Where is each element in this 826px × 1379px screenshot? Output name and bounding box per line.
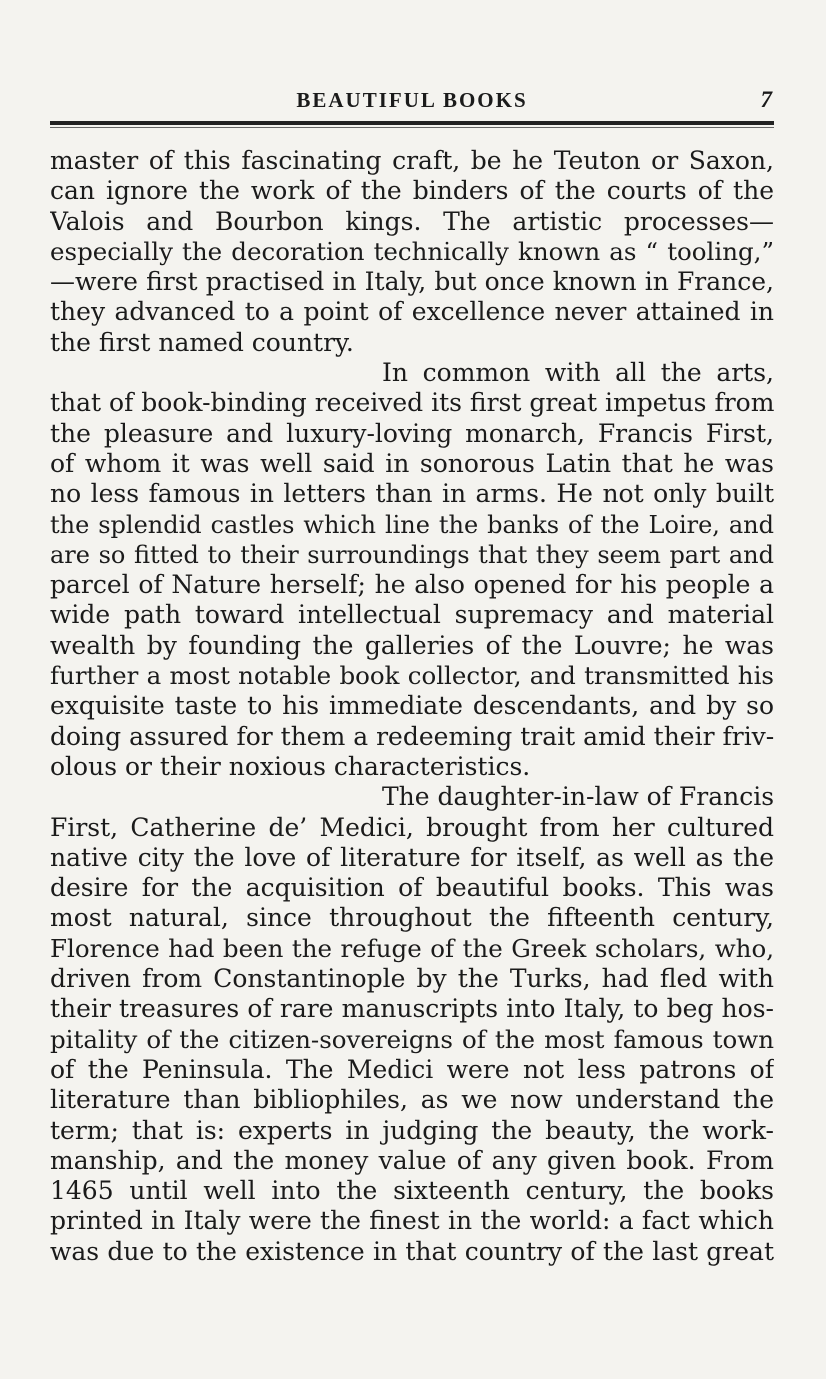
text-line: Florence had been the refuge of the Greek scholars, who, [50,933,774,963]
text-line: no less famous in letters than in arms. He not only built [50,479,774,509]
text-line: manship, and the money value of any given book. From [50,1145,774,1175]
paragraph-start: In common with all the arts, [382,358,774,388]
text-line: of the Peninsula. The Medici were not less patrons of [50,1054,774,1084]
text-line: master of this fascinating craft, be he Teuton or Saxon, [50,146,774,175]
header-rule [50,121,774,125]
text-line: was due to the existence in that country of the last great [50,1236,774,1266]
paragraph-start: The daughter-in-law of Francis [382,782,774,812]
text-line: of whom it was well said in sonorous Latin that he was [50,448,774,478]
text-line: that of book-binding received its first great impetus from [50,388,774,418]
text-line: they advanced to a point of excellence never attained in [50,297,774,327]
text-line: First, Catherine de’ Medici, brought from her cultured [50,812,774,842]
page-header [50,86,774,116]
text-line: 1465 until well into the sixteenth century, the books [50,1176,774,1206]
header-rule-thin [50,127,774,128]
text-line: —were first practised in Italy, but once known in France, [50,267,774,297]
text-line: doing assured for them a redeeming trait amid their friv- [50,721,774,751]
text-line: literature than bibliophiles, as we now understand the [50,1085,774,1115]
text-line: the splendid castles which line the banks of the Loire, and [50,510,774,539]
text-line: Valois and Bourbon kings. The artistic processes— [50,206,774,236]
text-line: wealth by founding the galleries of the Louvre; he was [50,630,774,660]
text-line: pitality of the citizen-sovereigns of the most famous town [50,1024,774,1054]
text-line: especially the decoration technically known as “ tooling,” [50,236,774,266]
running-title: BEAUTIFUL BOOKS [296,88,528,112]
body-text [50,146,774,1267]
text-line: olous or their noxious characteristics. [50,751,531,781]
text-line: parcel of Nature herself; he also opened for his people a [50,570,774,600]
text-line: most natural, since throughout the fifteenth century, [50,903,774,933]
text-line: driven from Constantinople by the Turks, had fled with [50,964,774,994]
text-line: are so fitted to their surroundings that they seem part and [50,540,774,569]
text-line: native city the love of literature for itself, as well as the [50,842,774,872]
text-line: their treasures of rare manuscripts into Italy, to beg hos- [50,994,774,1024]
text-line: term; that is: experts in judging the beauty, the work- [50,1115,774,1145]
text-line: wide path toward intellectual supremacy and material [50,600,774,630]
page-number: 7 [760,87,772,112]
text-line: further a most notable book collector, and transmitted his [50,661,774,691]
text-line: exquisite taste to his immediate descendants, and by so [50,691,774,721]
text-line: desire for the acquisition of beautiful books. This was [50,873,774,903]
text-line: can ignore the work of the binders of the courts of the [50,176,774,206]
text-line: printed in Italy were the finest in the world: a fact which [50,1206,774,1236]
text-line: the pleasure and luxury-loving monarch, Francis First, [50,418,774,448]
text-line: the first named country. [50,327,354,357]
